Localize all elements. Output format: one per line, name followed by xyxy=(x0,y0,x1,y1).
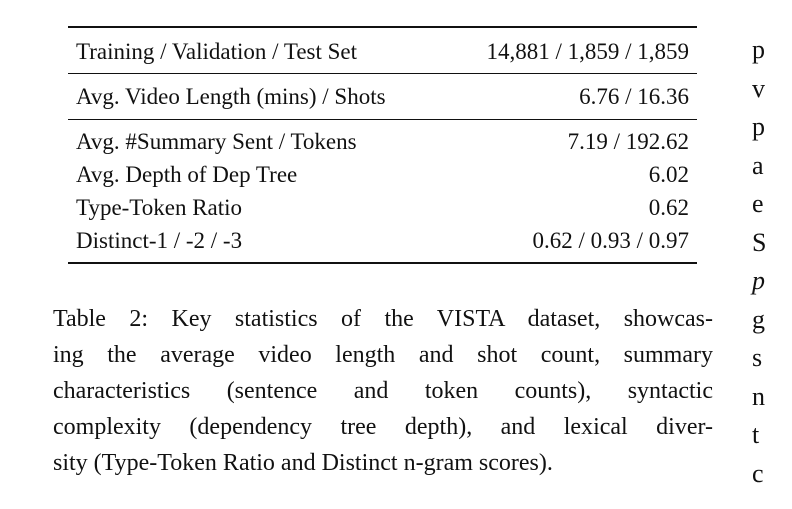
table-group-summary xyxy=(68,120,697,262)
table-row xyxy=(68,125,697,158)
row-label: Avg. Depth of Dep Tree xyxy=(76,162,298,187)
caption-line: ing the average video length and shot count, summary xyxy=(53,342,713,368)
table-group-split xyxy=(68,28,697,73)
column-letter: e xyxy=(752,189,764,218)
row-value: 14,881 / 1,859 / 1,859 xyxy=(486,39,689,64)
caption-line: characteristics (sentence and token counts), syntactic xyxy=(53,378,713,404)
row-label: Avg. Video Length (mins) / Shots xyxy=(76,84,386,109)
table-row xyxy=(68,35,697,68)
column-letter: t xyxy=(752,420,760,449)
column-letter: n xyxy=(752,381,765,411)
table-row xyxy=(68,224,697,257)
row-value: 6.02 xyxy=(648,162,689,187)
statistics-table xyxy=(68,26,697,264)
row-value: 6.76 / 16.36 xyxy=(579,84,689,109)
caption-line: sity (Type-Token Ratio and Distinct n-gram scores). xyxy=(53,450,553,476)
caption-line: Table 2: Key statistics of the VISTA dataset, showcas- xyxy=(53,306,713,332)
row-value: 0.62 / 0.93 / 0.97 xyxy=(532,228,689,253)
row-label: Avg. #Summary Sent / Tokens xyxy=(76,129,357,154)
table-row xyxy=(68,158,697,191)
column-letter: c xyxy=(752,458,764,488)
table-bottom-rule xyxy=(68,262,697,264)
column-letter: S xyxy=(752,227,767,257)
table-caption xyxy=(53,301,713,481)
column-letter: g xyxy=(752,304,765,334)
row-label: Type-Token Ratio xyxy=(76,195,243,220)
row-value: 0.62 xyxy=(648,195,689,220)
column-letter: p xyxy=(752,266,765,295)
row-label: Training / Validation / Test Set xyxy=(76,39,358,64)
column-letter: v xyxy=(752,73,765,103)
column-letter: a xyxy=(752,150,764,180)
column-letter: p xyxy=(752,35,765,64)
row-label: Distinct-1 / -2 / -3 xyxy=(76,228,243,253)
table-row xyxy=(68,191,697,224)
adjacent-column-text xyxy=(752,31,792,493)
column-letter: p xyxy=(752,112,765,141)
table-group-video xyxy=(68,74,697,119)
table-row xyxy=(68,80,697,113)
column-letter: s xyxy=(752,343,763,372)
caption-line: complexity (dependency tree depth), and lexical diver- xyxy=(53,414,713,440)
row-value: 7.19 / 192.62 xyxy=(567,129,689,154)
